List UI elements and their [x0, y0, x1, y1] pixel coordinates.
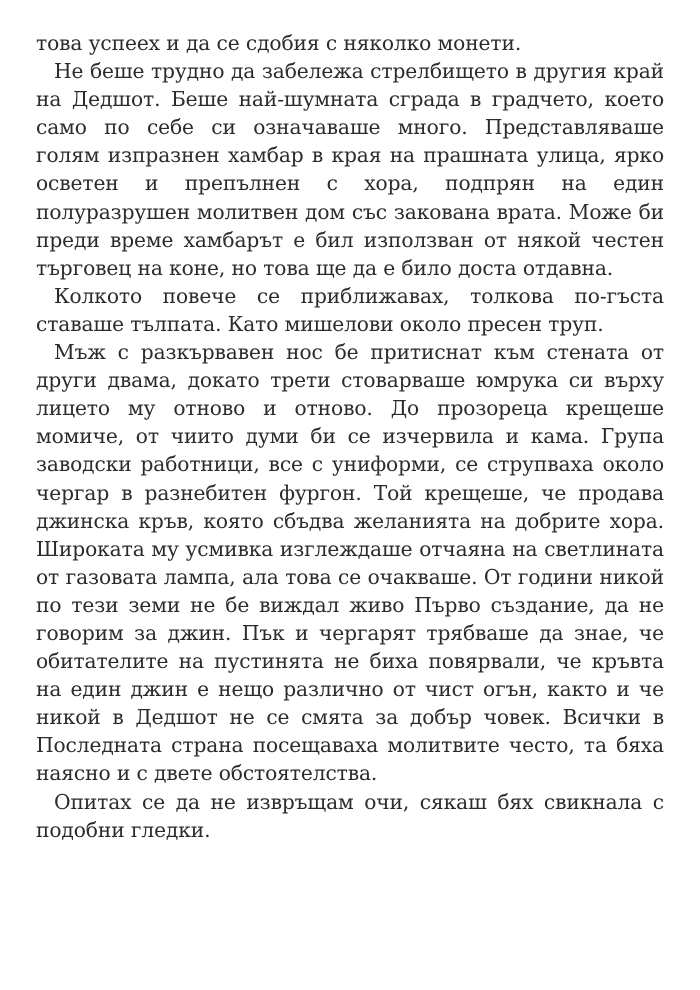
paragraph-4: Мъж с разкървавен нос бе притиснат към стената от други двама, докато трети стоварваше юмрука си върху лицето му отново и отново. До прозореца крещеше момиче, от чиито думи би се изчервила и кама. Група заводски работници, все с униформи, се струпваха около чергар в разнебитен фургон. Той крещеше, че продава джинска кръв, която сбъдва желанията на добрите хора. Широката му усмивка изглеждаше отчаяна на светлината от газовата лампа, ала това се очакваше. От години никой по тези земи не бе виждал живо Първо създание, да не говорим за джин. Пък и чергарят трябваше да знае, че обитателите на пустинята не биха повярвали, че кръвта на един джин е нещо различно от чист огън, както и че никой в Дедшот не се смята за добър човек. Всички в Последната страна посещаваха молитвите често, та бяха наясно и с двете обстоятелства. [36, 340, 664, 786]
paragraph-5: Опитах се да не извръщам очи, сякаш бях свикнала с подобни гледки. [36, 789, 664, 842]
paragraph-1: това успеех и да се сдобия с няколко монети. [36, 31, 522, 55]
paragraph-2: Не беше трудно да забележа стрелбището в другия край на Дедшот. Беше най-шумната сграда в градчето, което само по себе си означаваше много. Представляваше голям изпразнен хамбар в края на прашната улица, ярко осветен и препълнен с хора, подпрян на един полуразрушен молитвен дом със закована врата. Може би преди време хамбарът е бил използван от някой честен търговец на коне, но това ще да е било доста отдавна. [36, 59, 664, 280]
paragraph-3: Колкото повече се приближавах, толкова по-гъста ставаше тълпата. Като мишелови около пресен труп. [36, 283, 664, 336]
